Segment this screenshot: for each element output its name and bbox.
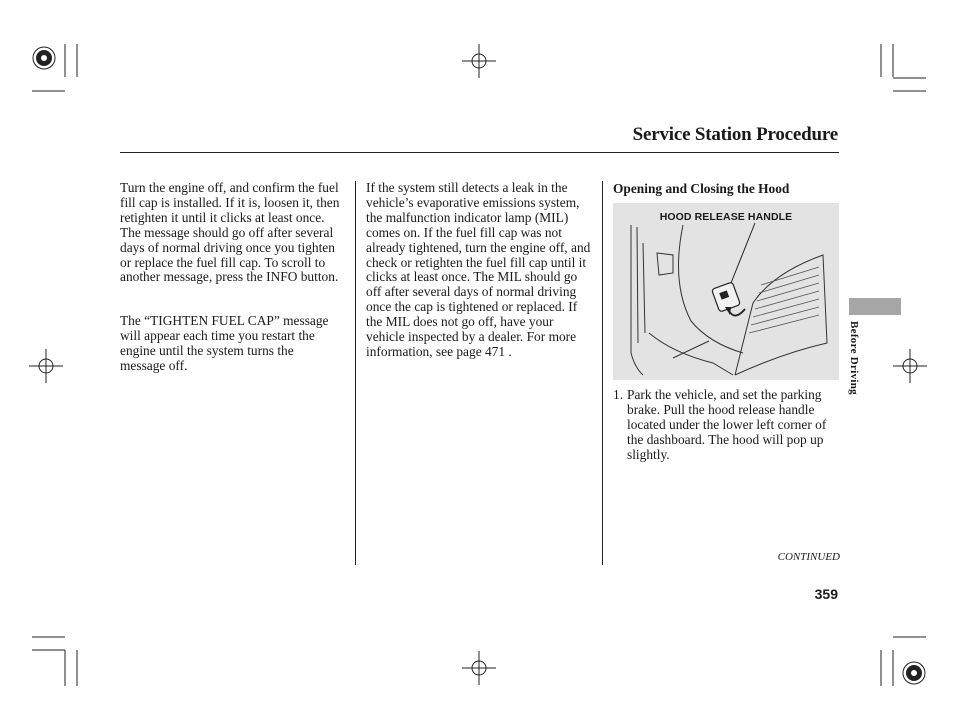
step-text: Park the vehicle, and set the parking brake. Pull the hood release handle located under the lower left corner of the dashboard. The hood will pop up slightly. bbox=[627, 387, 827, 462]
column-divider-right bbox=[602, 181, 603, 565]
section-subhead: Opening and Closing the Hood bbox=[613, 181, 790, 196]
section-tab-label: Before Driving bbox=[848, 321, 860, 395]
page-title: Service Station Procedure bbox=[632, 124, 838, 145]
page-number: 359 bbox=[814, 586, 838, 602]
middle-paragraph: If the system still detects a leak in the vehicle’s evaporative emissions system, the malfunction indicator lamp (MIL) comes on. If the fuel fill cap was not already tightened, turn the engine off, and check or retighten the fuel fill cap until it clicks at least once. The MIL should go off after several days of normal driving once the cap is tightened or replaced. If the MIL does not go off, have your vehicle inspected by a dealer. For more information, see page 471 . bbox=[366, 180, 591, 359]
hood-release-figure bbox=[613, 203, 839, 380]
header-rule bbox=[120, 152, 839, 153]
step-number: 1. bbox=[613, 387, 624, 402]
left-paragraph-2: The “TIGHTEN FUEL CAP” message will appear each time you restart the engine until the system turns the message off. bbox=[120, 313, 329, 373]
column-divider-left bbox=[355, 181, 356, 565]
continued-label: CONTINUED bbox=[777, 551, 840, 563]
figure-label: HOOD RELEASE HANDLE bbox=[659, 211, 793, 223]
hood-release-illustration bbox=[613, 203, 839, 380]
left-paragraph-1: Turn the engine off, and confirm the fuel fill cap is installed. If it is, loosen it, then retighten it until it clicks at least once. The message should go off after several days of normal driving once you tighten or replace the fuel fill cap. To scroll to another message, press the INFO button. bbox=[120, 180, 340, 285]
section-tab bbox=[849, 298, 901, 315]
